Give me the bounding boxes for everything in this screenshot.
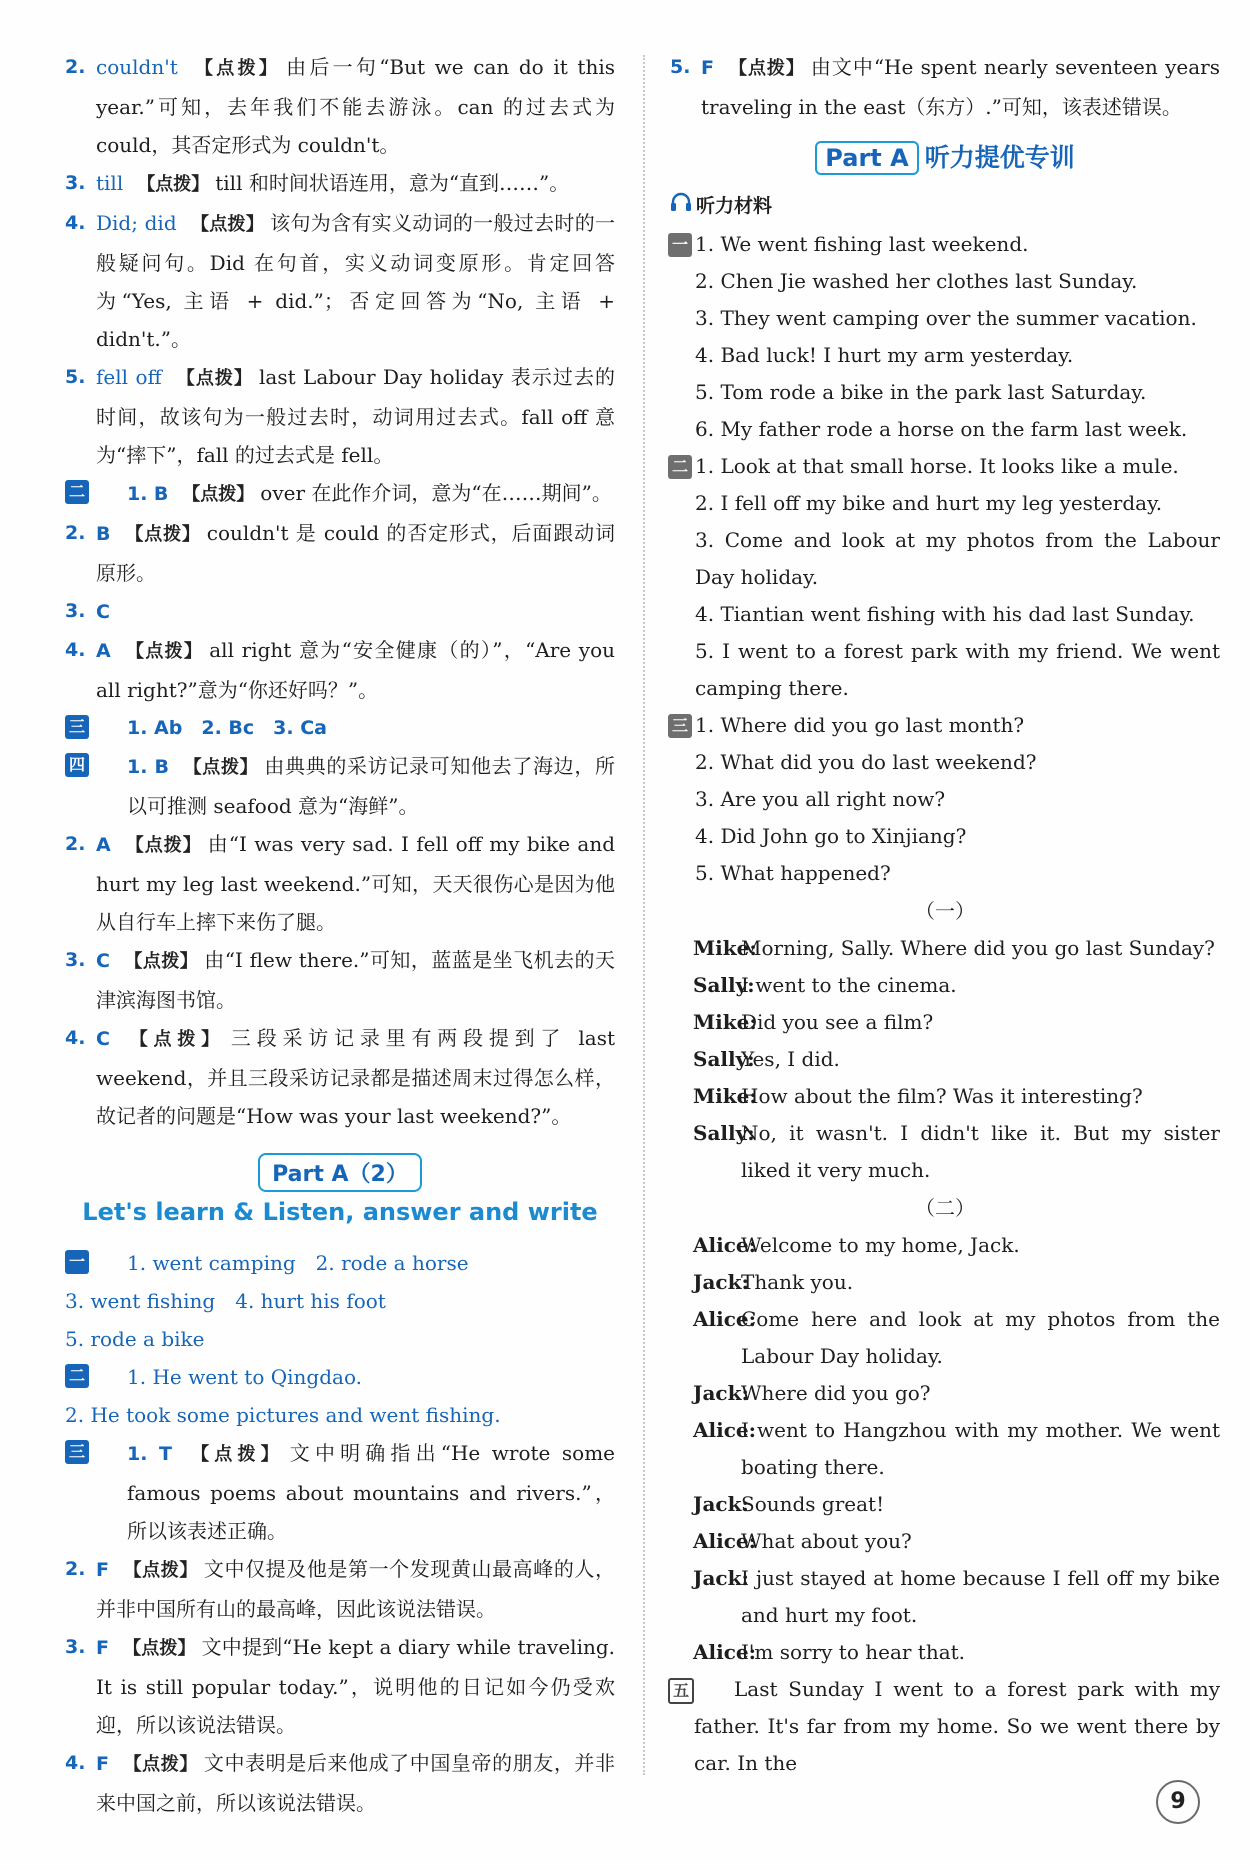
answer-item: 3. C — [65, 600, 110, 623]
listening-line: 3. Come and look at my photos from the Labour Day holiday. — [695, 528, 1220, 589]
listening-line: 3. Are you all right now? — [695, 787, 946, 811]
dialog-line: Jack: Thank you. — [693, 1270, 854, 1294]
answer-item: 4. A 【点拨】 all right 意为“安全健康（的）”，“Are you all right?”意为“你还好吗？”。 — [65, 638, 616, 702]
dialog-line: Mike: Morning, Sally. Where did you go last Sunday? — [693, 936, 1215, 960]
part-a2-heading — [65, 1153, 615, 1192]
dialog-line: Alice: I went to Hangzhou with my mother. We went boating there. — [693, 1418, 1220, 1479]
answer-item: 3. went fishing 4. hurt his foot — [65, 1289, 386, 1313]
answer-item: 一 1. went camping 2. rode a horse — [65, 1244, 615, 1282]
left-column — [65, 48, 615, 1822]
answer-item: 2. F 【点拨】 文中仅提及他是第一个发现黄山最高峰的人，并非中国所有山的最高峰，因此该说法错误。 — [65, 1557, 616, 1621]
dialog-1-label: （一） — [915, 899, 975, 923]
answer-item: 3. C 【点拨】 由“I flew there.”可知，蓝蓝是坐飞机去的天津滨海图书馆。 — [65, 948, 615, 1012]
dialog-2 — [670, 1227, 1220, 1671]
listening-group-1 — [670, 226, 1220, 448]
part-a2-subtitle: Let's learn & Listen, answer and write — [82, 1198, 598, 1226]
part-a2-label: Part A（2） — [258, 1153, 422, 1192]
answer-item: 二 1. B 【点拨】 over 在此作介词，意为“在……期间”。 — [65, 474, 615, 514]
answer-item: 2. B 【点拨】 couldn't 是 could 的否定形式，后面跟动词原形。 — [65, 521, 615, 585]
dialog-line: Mike: Did you see a film? — [693, 1010, 934, 1034]
listening-group-5: 五 Last Sunday I went to a forest park with my father. It's far from my home. So we went there by car. In the — [670, 1671, 1220, 1782]
listening-line: 5. Tom rode a bike in the park last Saturday. — [695, 380, 1147, 404]
p2-section-2 — [65, 1358, 615, 1434]
listening-group-2 — [670, 448, 1220, 707]
listening-line: 4. Bad luck! I hurt my arm yesterday. — [695, 343, 1074, 367]
part-a-listening-heading — [670, 138, 1220, 175]
answer-item: 5. F 【点拨】 由文中“He spent nearly seventeen years traveling in the east（东方）.”可知，该表述错误。 — [670, 55, 1220, 119]
answer-item: 4. F 【点拨】 文中表明是后来他成了中国皇帝的朋友，并非来中国之前，所以该说法错误。 — [65, 1751, 616, 1815]
answer-item: 二 1. He went to Qingdao. — [65, 1358, 615, 1396]
listening-line: 三 1. Where did you go last month? — [670, 707, 1220, 744]
listening-line: 2. What did you do last weekend? — [695, 750, 1037, 774]
section-4-answers — [65, 747, 615, 1135]
dialog-line: Jack: Where did you go? — [693, 1381, 931, 1405]
listening-line: 6. My father rode a horse on the farm last week. — [695, 417, 1188, 441]
p2-section-3 — [65, 1434, 615, 1822]
answer-item: 3. F 【点拨】 文中提到“He kept a diary while traveling. It is still popular today.”，说明他的日记如今仍受欢迎，所以该说法错误。 — [65, 1635, 616, 1737]
listening-line: 2. I fell off my bike and hurt my leg yesterday. — [695, 491, 1163, 515]
listening-line: 2. Chen Jie washed her clothes last Sunday. — [695, 269, 1138, 293]
answer-item: 2. couldn't 【点拨】 由后一句“But we can do it this year.”可知，去年我们不能去游泳。can 的过去式为 could，其否定形式为 couldn't。 — [65, 55, 615, 157]
answer-item: 5. fell off 【点拨】 last Labour Day holiday 表示过去的时间，故该句为一般过去时，动词用过去式。fall off 意为“摔下”，fall 的过去式是 fell。 — [65, 365, 616, 467]
answer-item: 4. C 【点拨】 三段采访记录里有两段提到了 last weekend，并且三段采访记录都是描述周末过得怎么样，故记者的问题是“How was your last weekend?”。 — [65, 1026, 615, 1128]
column-divider — [643, 55, 645, 1775]
listening-line: 4. Tiantian went fishing with his dad last Sunday. — [695, 602, 1195, 626]
section-3-answers: 三 1. Ab 2. Bc 3. Ca — [65, 709, 615, 747]
page-number: 9 — [1156, 1780, 1200, 1824]
dialog-line: Sally: No, it wasn't. I didn't like it. But my sister liked it very much. — [693, 1121, 1220, 1182]
section-badge: 五 — [668, 1678, 694, 1704]
right-column — [670, 48, 1220, 1782]
dialog-line: Sally: I went to the cinema. — [693, 973, 957, 997]
headphones-icon — [670, 192, 696, 217]
section-badge: 四 — [65, 753, 89, 777]
section-badge: 一 — [668, 233, 692, 257]
listening-group-3 — [670, 707, 1220, 892]
dialog-line: Mike: How about the film? Was it interesting? — [693, 1084, 1143, 1108]
section-badge: 二 — [668, 455, 692, 479]
answer-item: 三 1. T 【点拨】 文中明确指出“He wrote some famous poems about mountains and rivers.”，所以该表述正确。 — [65, 1434, 615, 1550]
listening-line: 4. Did John go to Xinjiang? — [695, 824, 967, 848]
answer-item: 4. Did; did 【点拨】 该句为含有实义动词的一般过去时的一般疑问句。Did 在句首，实义动词变原形。肯定回答为“Yes, 主语 + did.”；否定回答为“No, 主语 + didn't.”。 — [65, 211, 615, 351]
dialog-line: Alice: Welcome to my home, Jack. — [693, 1233, 1020, 1257]
section-badge: 二 — [65, 1364, 89, 1388]
section-2-answers — [65, 474, 615, 709]
dialog-line: Jack: Sounds great! — [693, 1492, 885, 1516]
listening-line: 一 1. We went fishing last weekend. — [670, 226, 1220, 263]
section-badge: 三 — [668, 714, 692, 738]
answer-item: 5. rode a bike — [65, 1327, 205, 1351]
answer-item: 2. A 【点拨】 由“I was very sad. I fell off my bike and hurt my leg last weekend.”可知，天天很伤心是因为他从自行车上摔下来伤了腿。 — [65, 832, 615, 934]
dialog-line: Alice: What about you? — [693, 1529, 912, 1553]
p2-section-1 — [65, 1244, 615, 1358]
dialog-2-label: （二） — [915, 1196, 975, 1220]
listening-material-heading: 听力材料 — [670, 191, 1220, 218]
part-a-box: Part A — [815, 141, 918, 175]
answer-item: 2. He took some pictures and went fishing. — [65, 1403, 501, 1427]
answers-group-a — [65, 48, 615, 474]
part-a-title: 听力提优专训 — [924, 143, 1075, 172]
section-badge: 二 — [65, 480, 89, 504]
dialog-line: Alice: I'm sorry to hear that. — [693, 1640, 966, 1664]
listening-line: 5. What happened? — [695, 861, 891, 885]
dialog-line: Sally: Yes, I did. — [693, 1047, 840, 1071]
dialog-1 — [670, 930, 1220, 1189]
dialog-line: Jack: I just stayed at home because I fell off my bike and hurt my foot. — [693, 1566, 1220, 1627]
section-badge: 一 — [65, 1250, 89, 1274]
listening-line: 5. I went to a forest park with my friend. We went camping there. — [695, 639, 1220, 700]
listening-line: 二 1. Look at that small horse. It looks like a mule. — [670, 448, 1220, 485]
dialog-line: Alice: Come here and look at my photos from the Labour Day holiday. — [693, 1307, 1220, 1368]
answer-item: 3. till 【点拨】 till 和时间状语连用，意为“直到……”。 — [65, 171, 570, 195]
listening-line: 3. They went camping over the summer vacation. — [695, 306, 1197, 330]
section-badge: 三 — [65, 715, 89, 739]
answer-item: 四 1. B 【点拨】 由典典的采访记录可知他去了海边，所以可推测 seafood 意为“海鲜”。 — [65, 747, 615, 825]
section-badge: 三 — [65, 1440, 89, 1464]
